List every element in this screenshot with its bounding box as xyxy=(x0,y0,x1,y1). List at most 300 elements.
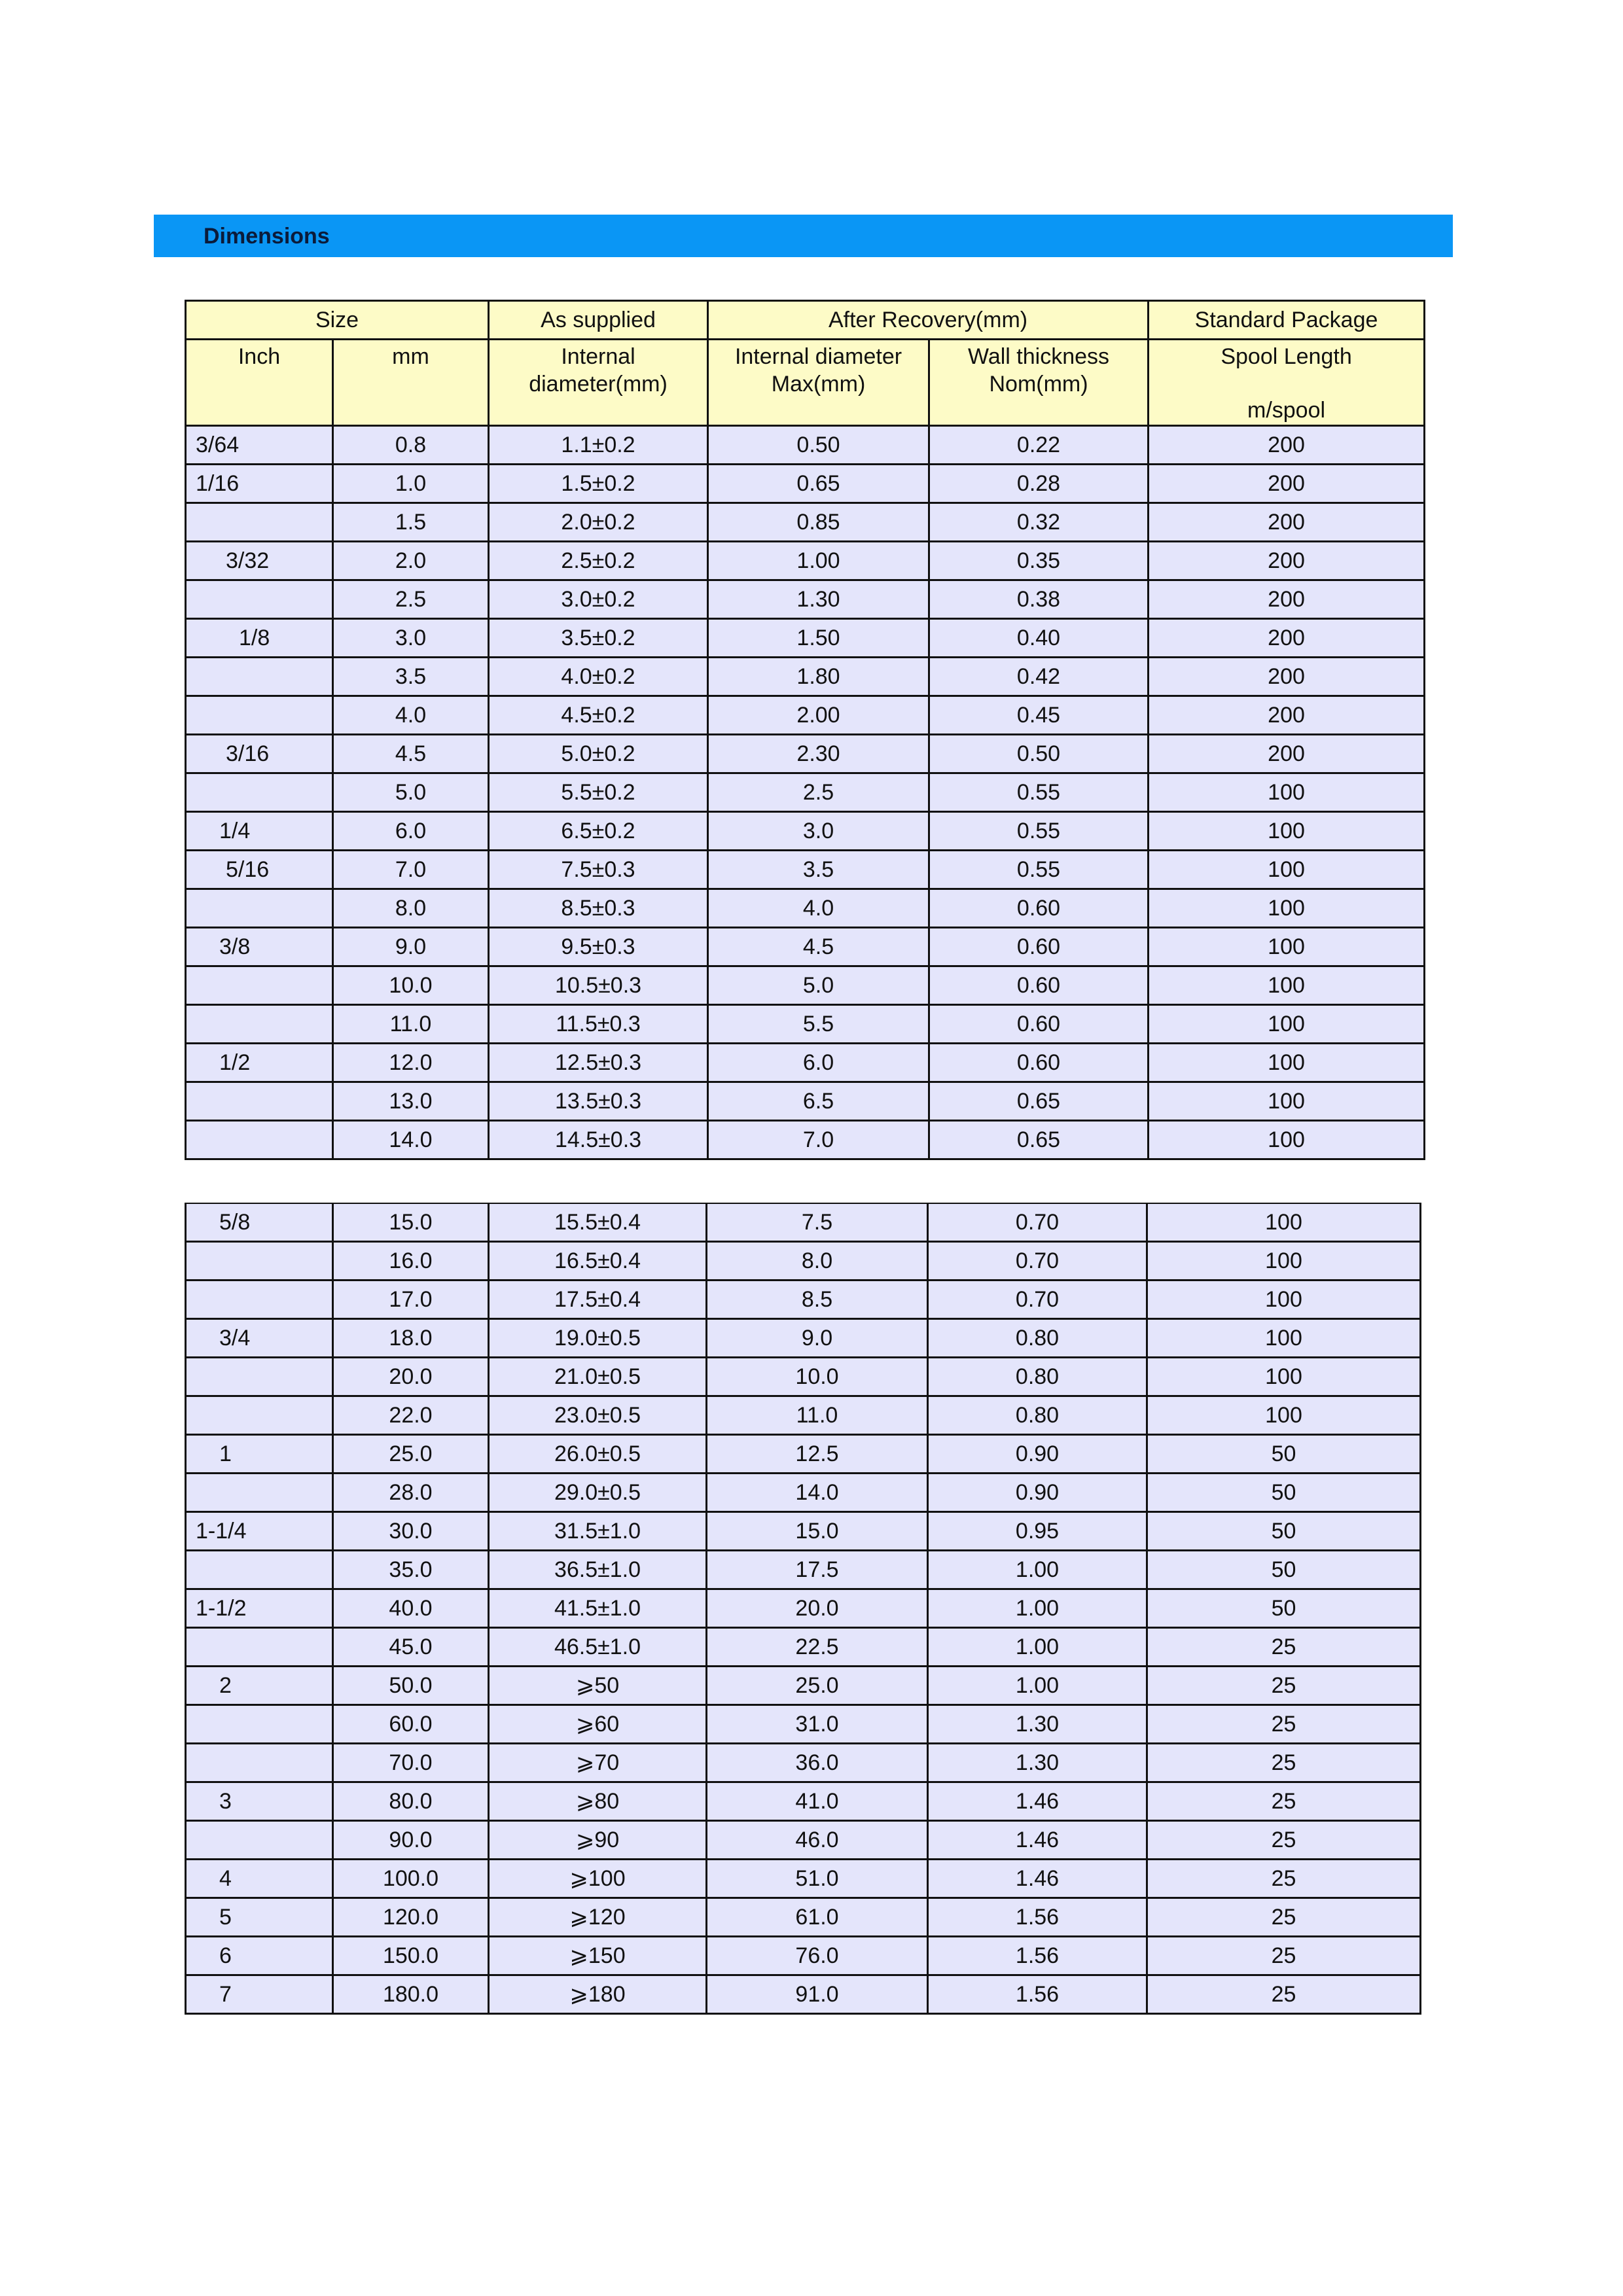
cell-internal-diameter-max: 7.0 xyxy=(708,1121,929,1159)
cell-wall-thickness: 1.30 xyxy=(928,1744,1147,1782)
cell-mm: 7.0 xyxy=(333,851,489,889)
table-row xyxy=(186,1280,1421,1319)
cell-as-supplied: ⩾60 xyxy=(489,1705,707,1744)
cell-wall-thickness: 0.90 xyxy=(928,1435,1147,1474)
cell-mm: 1.0 xyxy=(333,465,489,503)
cell-mm: 100.0 xyxy=(333,1860,489,1898)
cell-internal-diameter-max: 91.0 xyxy=(707,1975,928,2014)
cell-spool-length: 200 xyxy=(1149,735,1425,773)
cell-as-supplied: 19.0±0.5 xyxy=(489,1319,707,1358)
cell-spool-length: 25 xyxy=(1147,1628,1421,1667)
cell-inch: 4 xyxy=(186,1860,333,1898)
header-spool-length xyxy=(1149,340,1425,426)
cell-mm: 22.0 xyxy=(333,1396,489,1435)
cell-inch xyxy=(186,1705,333,1744)
cell-wall-thickness: 0.55 xyxy=(929,773,1149,812)
cell-spool-length: 25 xyxy=(1147,1744,1421,1782)
table-row xyxy=(186,1551,1421,1589)
cell-internal-diameter-max: 2.00 xyxy=(708,696,929,735)
cell-internal-diameter-max: 7.5 xyxy=(707,1203,928,1242)
cell-inch: 7 xyxy=(186,1975,333,2014)
header-ar-internal-diameter xyxy=(708,340,929,426)
cell-inch: 1/4 xyxy=(186,812,333,851)
cell-wall-thickness: 0.60 xyxy=(929,889,1149,928)
table-row xyxy=(186,889,1425,928)
cell-spool-length: 200 xyxy=(1149,696,1425,735)
cell-internal-diameter-max: 3.5 xyxy=(708,851,929,889)
cell-as-supplied: 3.5±0.2 xyxy=(489,619,708,658)
cell-as-supplied: 8.5±0.3 xyxy=(489,889,708,928)
table-row xyxy=(186,1937,1421,1975)
cell-wall-thickness: 0.65 xyxy=(929,1121,1149,1159)
table-row xyxy=(186,658,1425,696)
cell-inch: 1/16 xyxy=(186,465,333,503)
cell-as-supplied: 23.0±0.5 xyxy=(489,1396,707,1435)
cell-spool-length: 100 xyxy=(1147,1242,1421,1280)
cell-mm: 17.0 xyxy=(333,1280,489,1319)
cell-as-supplied: 4.0±0.2 xyxy=(489,658,708,696)
cell-inch xyxy=(186,1628,333,1667)
cell-internal-diameter-max: 36.0 xyxy=(707,1744,928,1782)
cell-as-supplied: 9.5±0.3 xyxy=(489,928,708,966)
header-ar-internal-line2: Max(mm) xyxy=(771,372,866,397)
cell-spool-length: 100 xyxy=(1149,1005,1425,1044)
cell-as-supplied: 2.0±0.2 xyxy=(489,503,708,542)
cell-wall-thickness: 0.22 xyxy=(929,426,1149,465)
cell-mm: 16.0 xyxy=(333,1242,489,1280)
cell-as-supplied: ⩾80 xyxy=(489,1782,707,1821)
cell-internal-diameter-max: 2.30 xyxy=(708,735,929,773)
cell-spool-length: 100 xyxy=(1149,928,1425,966)
cell-wall-thickness: 0.35 xyxy=(929,542,1149,580)
cell-spool-length: 50 xyxy=(1147,1551,1421,1589)
cell-mm: 20.0 xyxy=(333,1358,489,1396)
cell-inch xyxy=(186,696,333,735)
cell-inch: 6 xyxy=(186,1937,333,1975)
cell-inch: 3/16 xyxy=(186,735,333,773)
cell-as-supplied: 12.5±0.3 xyxy=(489,1044,708,1082)
cell-mm: 1.5 xyxy=(333,503,489,542)
cell-wall-thickness: 0.80 xyxy=(928,1319,1147,1358)
cell-mm: 150.0 xyxy=(333,1937,489,1975)
cell-spool-length: 50 xyxy=(1147,1474,1421,1512)
cell-wall-thickness: 0.95 xyxy=(928,1512,1147,1551)
cell-mm: 12.0 xyxy=(333,1044,489,1082)
cell-spool-length: 100 xyxy=(1149,966,1425,1005)
cell-spool-length: 100 xyxy=(1149,773,1425,812)
cell-internal-diameter-max: 6.0 xyxy=(708,1044,929,1082)
header-internal-diameter xyxy=(489,340,708,426)
cell-mm: 4.0 xyxy=(333,696,489,735)
cell-spool-length: 200 xyxy=(1149,465,1425,503)
cell-internal-diameter-max: 6.5 xyxy=(708,1082,929,1121)
cell-wall-thickness: 0.55 xyxy=(929,812,1149,851)
cell-as-supplied: 11.5±0.3 xyxy=(489,1005,708,1044)
cell-internal-diameter-max: 4.0 xyxy=(708,889,929,928)
cell-mm: 50.0 xyxy=(333,1667,489,1705)
cell-wall-thickness: 0.55 xyxy=(929,851,1149,889)
cell-as-supplied: 29.0±0.5 xyxy=(489,1474,707,1512)
table-row xyxy=(186,503,1425,542)
cell-internal-diameter-max: 14.0 xyxy=(707,1474,928,1512)
cell-as-supplied: 1.1±0.2 xyxy=(489,426,708,465)
header-internal-diameter-line2: diameter(mm) xyxy=(529,372,668,397)
cell-internal-diameter-max: 15.0 xyxy=(707,1512,928,1551)
cell-internal-diameter-max: 51.0 xyxy=(707,1860,928,1898)
table-row xyxy=(186,1474,1421,1512)
cell-internal-diameter-max: 5.0 xyxy=(708,966,929,1005)
cell-internal-diameter-max: 76.0 xyxy=(707,1937,928,1975)
header-standard-package: Standard Package xyxy=(1149,301,1425,340)
table-row xyxy=(186,1121,1425,1159)
cell-spool-length: 50 xyxy=(1147,1589,1421,1628)
dimensions-table-part1 xyxy=(185,300,1425,1160)
table-row xyxy=(186,1396,1421,1435)
cell-as-supplied: 36.5±1.0 xyxy=(489,1551,707,1589)
header-wall-line2: Nom(mm) xyxy=(989,372,1088,397)
cell-mm: 35.0 xyxy=(333,1551,489,1589)
cell-internal-diameter-max: 5.5 xyxy=(708,1005,929,1044)
cell-inch: 3 xyxy=(186,1782,333,1821)
cell-inch: 3/8 xyxy=(186,928,333,966)
table-row xyxy=(186,1589,1421,1628)
cell-wall-thickness: 0.40 xyxy=(929,619,1149,658)
cell-wall-thickness: 1.56 xyxy=(928,1937,1147,1975)
cell-spool-length: 200 xyxy=(1149,658,1425,696)
cell-mm: 120.0 xyxy=(333,1898,489,1937)
cell-wall-thickness: 0.50 xyxy=(929,735,1149,773)
cell-wall-thickness: 1.56 xyxy=(928,1898,1147,1937)
cell-wall-thickness: 0.70 xyxy=(928,1203,1147,1242)
cell-mm: 2.5 xyxy=(333,580,489,619)
table-row xyxy=(186,465,1425,503)
cell-mm: 60.0 xyxy=(333,1705,489,1744)
cell-internal-diameter-max: 46.0 xyxy=(707,1821,928,1860)
cell-spool-length: 100 xyxy=(1149,889,1425,928)
cell-spool-length: 25 xyxy=(1147,1782,1421,1821)
cell-as-supplied: ⩾150 xyxy=(489,1937,707,1975)
cell-spool-length: 25 xyxy=(1147,1860,1421,1898)
cell-internal-diameter-max: 1.30 xyxy=(708,580,929,619)
cell-as-supplied: ⩾70 xyxy=(489,1744,707,1782)
cell-inch xyxy=(186,1744,333,1782)
cell-as-supplied: ⩾120 xyxy=(489,1898,707,1937)
cell-as-supplied: 15.5±0.4 xyxy=(489,1203,707,1242)
cell-internal-diameter-max: 9.0 xyxy=(707,1319,928,1358)
table-row xyxy=(186,696,1425,735)
cell-wall-thickness: 1.46 xyxy=(928,1782,1147,1821)
cell-mm: 30.0 xyxy=(333,1512,489,1551)
cell-mm: 8.0 xyxy=(333,889,489,928)
table-row xyxy=(186,619,1425,658)
cell-mm: 80.0 xyxy=(333,1782,489,1821)
cell-mm: 25.0 xyxy=(333,1435,489,1474)
section-banner xyxy=(154,215,1453,257)
cell-internal-diameter-max: 61.0 xyxy=(707,1898,928,1937)
table-row xyxy=(186,1898,1421,1937)
table-row xyxy=(186,1242,1421,1280)
cell-inch xyxy=(186,1821,333,1860)
cell-internal-diameter-max: 0.65 xyxy=(708,465,929,503)
cell-inch xyxy=(186,773,333,812)
cell-wall-thickness: 1.00 xyxy=(928,1667,1147,1705)
cell-inch xyxy=(186,966,333,1005)
cell-mm: 90.0 xyxy=(333,1821,489,1860)
cell-spool-length: 100 xyxy=(1147,1358,1421,1396)
cell-inch xyxy=(186,658,333,696)
cell-wall-thickness: 1.00 xyxy=(928,1551,1147,1589)
cell-inch xyxy=(186,1082,333,1121)
cell-inch: 3/4 xyxy=(186,1319,333,1358)
cell-internal-diameter-max: 2.5 xyxy=(708,773,929,812)
cell-as-supplied: 7.5±0.3 xyxy=(489,851,708,889)
table-row xyxy=(186,1319,1421,1358)
table-row xyxy=(186,1705,1421,1744)
cell-inch: 1-1/2 xyxy=(186,1589,333,1628)
cell-internal-diameter-max: 8.5 xyxy=(707,1280,928,1319)
table-row xyxy=(186,928,1425,966)
cell-as-supplied: 4.5±0.2 xyxy=(489,696,708,735)
header-spool-line2: m/spool xyxy=(1247,398,1326,423)
cell-inch xyxy=(186,1242,333,1280)
header-as-supplied: As supplied xyxy=(489,301,708,340)
cell-internal-diameter-max: 0.85 xyxy=(708,503,929,542)
cell-internal-diameter-max: 1.50 xyxy=(708,619,929,658)
cell-wall-thickness: 1.00 xyxy=(928,1628,1147,1667)
cell-as-supplied: ⩾50 xyxy=(489,1667,707,1705)
cell-spool-length: 200 xyxy=(1149,542,1425,580)
cell-mm: 13.0 xyxy=(333,1082,489,1121)
cell-as-supplied: 31.5±1.0 xyxy=(489,1512,707,1551)
cell-inch: 1-1/4 xyxy=(186,1512,333,1551)
cell-spool-length: 50 xyxy=(1147,1435,1421,1474)
cell-as-supplied: 1.5±0.2 xyxy=(489,465,708,503)
cell-spool-length: 100 xyxy=(1149,1044,1425,1082)
table-row xyxy=(186,1821,1421,1860)
cell-mm: 10.0 xyxy=(333,966,489,1005)
cell-as-supplied: 16.5±0.4 xyxy=(489,1242,707,1280)
cell-wall-thickness: 0.60 xyxy=(929,928,1149,966)
cell-wall-thickness: 0.60 xyxy=(929,1044,1149,1082)
cell-mm: 14.0 xyxy=(333,1121,489,1159)
table-row xyxy=(186,1667,1421,1705)
cell-inch xyxy=(186,1551,333,1589)
cell-as-supplied: ⩾100 xyxy=(489,1860,707,1898)
cell-mm: 40.0 xyxy=(333,1589,489,1628)
table-row xyxy=(186,1203,1421,1242)
cell-internal-diameter-max: 1.00 xyxy=(708,542,929,580)
cell-spool-length: 100 xyxy=(1147,1319,1421,1358)
table-row xyxy=(186,773,1425,812)
cell-inch: 1/8 xyxy=(186,619,333,658)
cell-inch xyxy=(186,889,333,928)
table-row xyxy=(186,1628,1421,1667)
cell-spool-length: 25 xyxy=(1147,1667,1421,1705)
cell-spool-length: 200 xyxy=(1149,619,1425,658)
cell-mm: 28.0 xyxy=(333,1474,489,1512)
cell-mm: 180.0 xyxy=(333,1975,489,2014)
table-row xyxy=(186,1512,1421,1551)
cell-internal-diameter-max: 25.0 xyxy=(707,1667,928,1705)
cell-mm: 11.0 xyxy=(333,1005,489,1044)
table-row xyxy=(186,1860,1421,1898)
cell-as-supplied: 14.5±0.3 xyxy=(489,1121,708,1159)
cell-spool-length: 100 xyxy=(1147,1396,1421,1435)
cell-internal-diameter-max: 10.0 xyxy=(707,1358,928,1396)
cell-as-supplied: 5.5±0.2 xyxy=(489,773,708,812)
cell-as-supplied: 2.5±0.2 xyxy=(489,542,708,580)
table-row xyxy=(186,580,1425,619)
cell-spool-length: 100 xyxy=(1149,851,1425,889)
cell-wall-thickness: 0.80 xyxy=(928,1358,1147,1396)
cell-as-supplied: 26.0±0.5 xyxy=(489,1435,707,1474)
cell-inch: 5/8 xyxy=(186,1203,333,1242)
cell-inch: 2 xyxy=(186,1667,333,1705)
header-wall-line1: Wall thickness xyxy=(968,344,1110,369)
dimensions-table-part2 xyxy=(185,1203,1421,2015)
header-ar-internal-line1: Internal diameter xyxy=(734,344,902,369)
cell-internal-diameter-max: 17.5 xyxy=(707,1551,928,1589)
cell-wall-thickness: 0.70 xyxy=(928,1280,1147,1319)
cell-mm: 70.0 xyxy=(333,1744,489,1782)
cell-mm: 45.0 xyxy=(333,1628,489,1667)
cell-internal-diameter-max: 31.0 xyxy=(707,1705,928,1744)
cell-inch xyxy=(186,1280,333,1319)
cell-internal-diameter-max: 4.5 xyxy=(708,928,929,966)
cell-as-supplied: 5.0±0.2 xyxy=(489,735,708,773)
cell-wall-thickness: 1.00 xyxy=(928,1589,1147,1628)
cell-inch xyxy=(186,503,333,542)
cell-internal-diameter-max: 3.0 xyxy=(708,812,929,851)
cell-internal-diameter-max: 0.50 xyxy=(708,426,929,465)
cell-wall-thickness: 0.60 xyxy=(929,1005,1149,1044)
header-internal-diameter-line1: Internal xyxy=(561,344,635,369)
cell-mm: 3.5 xyxy=(333,658,489,696)
cell-wall-thickness: 0.65 xyxy=(929,1082,1149,1121)
cell-inch: 5/16 xyxy=(186,851,333,889)
table-row xyxy=(186,1744,1421,1782)
cell-inch: 5 xyxy=(186,1898,333,1937)
cell-spool-length: 100 xyxy=(1149,1121,1425,1159)
cell-as-supplied: 6.5±0.2 xyxy=(489,812,708,851)
cell-inch: 3/32 xyxy=(186,542,333,580)
cell-spool-length: 200 xyxy=(1149,580,1425,619)
header-inch: Inch xyxy=(186,340,333,426)
cell-internal-diameter-max: 12.5 xyxy=(707,1435,928,1474)
table-row xyxy=(186,1082,1425,1121)
cell-inch: 3/64 xyxy=(186,426,333,465)
cell-spool-length: 100 xyxy=(1149,1082,1425,1121)
table-row xyxy=(186,966,1425,1005)
cell-wall-thickness: 1.30 xyxy=(928,1705,1147,1744)
table-row xyxy=(186,851,1425,889)
cell-wall-thickness: 0.80 xyxy=(928,1396,1147,1435)
cell-mm: 5.0 xyxy=(333,773,489,812)
cell-wall-thickness: 0.45 xyxy=(929,696,1149,735)
cell-spool-length: 25 xyxy=(1147,1898,1421,1937)
header-wall-thickness xyxy=(929,340,1149,426)
header-spool-line1: Spool Length xyxy=(1221,344,1352,369)
cell-spool-length: 25 xyxy=(1147,1975,1421,2014)
cell-as-supplied: 21.0±0.5 xyxy=(489,1358,707,1396)
cell-internal-diameter-max: 8.0 xyxy=(707,1242,928,1280)
cell-wall-thickness: 0.90 xyxy=(928,1474,1147,1512)
cell-mm: 3.0 xyxy=(333,619,489,658)
cell-spool-length: 100 xyxy=(1147,1203,1421,1242)
table-row xyxy=(186,1044,1425,1082)
table-row xyxy=(186,426,1425,465)
cell-mm: 18.0 xyxy=(333,1319,489,1358)
cell-mm: 0.8 xyxy=(333,426,489,465)
cell-internal-diameter-max: 20.0 xyxy=(707,1589,928,1628)
cell-internal-diameter-max: 41.0 xyxy=(707,1782,928,1821)
cell-wall-thickness: 0.28 xyxy=(929,465,1149,503)
table-row xyxy=(186,812,1425,851)
header-after-recovery: After Recovery(mm) xyxy=(708,301,1149,340)
cell-spool-length: 200 xyxy=(1149,503,1425,542)
cell-spool-length: 50 xyxy=(1147,1512,1421,1551)
cell-mm: 4.5 xyxy=(333,735,489,773)
table-row xyxy=(186,1435,1421,1474)
cell-wall-thickness: 0.38 xyxy=(929,580,1149,619)
cell-as-supplied: 3.0±0.2 xyxy=(489,580,708,619)
cell-wall-thickness: 1.46 xyxy=(928,1821,1147,1860)
cell-mm: 9.0 xyxy=(333,928,489,966)
cell-spool-length: 200 xyxy=(1149,426,1425,465)
cell-wall-thickness: 0.42 xyxy=(929,658,1149,696)
cell-inch xyxy=(186,1474,333,1512)
cell-inch: 1 xyxy=(186,1435,333,1474)
table-row xyxy=(186,735,1425,773)
cell-spool-length: 25 xyxy=(1147,1821,1421,1860)
cell-wall-thickness: 0.60 xyxy=(929,966,1149,1005)
cell-inch xyxy=(186,1358,333,1396)
header-mm: mm xyxy=(333,340,489,426)
cell-inch xyxy=(186,1005,333,1044)
cell-inch xyxy=(186,580,333,619)
cell-wall-thickness: 1.56 xyxy=(928,1975,1147,2014)
cell-mm: 2.0 xyxy=(333,542,489,580)
cell-as-supplied: 10.5±0.3 xyxy=(489,966,708,1005)
cell-wall-thickness: 1.46 xyxy=(928,1860,1147,1898)
cell-as-supplied: ⩾180 xyxy=(489,1975,707,2014)
cell-internal-diameter-max: 22.5 xyxy=(707,1628,928,1667)
cell-as-supplied: ⩾90 xyxy=(489,1821,707,1860)
cell-wall-thickness: 0.32 xyxy=(929,503,1149,542)
cell-spool-length: 25 xyxy=(1147,1705,1421,1744)
table-row xyxy=(186,542,1425,580)
cell-as-supplied: 13.5±0.3 xyxy=(489,1082,708,1121)
cell-mm: 15.0 xyxy=(333,1203,489,1242)
cell-inch xyxy=(186,1396,333,1435)
table-row xyxy=(186,1358,1421,1396)
cell-spool-length: 100 xyxy=(1147,1280,1421,1319)
cell-mm: 6.0 xyxy=(333,812,489,851)
cell-internal-diameter-max: 11.0 xyxy=(707,1396,928,1435)
cell-as-supplied: 41.5±1.0 xyxy=(489,1589,707,1628)
cell-as-supplied: 46.5±1.0 xyxy=(489,1628,707,1667)
table-row xyxy=(186,1975,1421,2014)
cell-internal-diameter-max: 1.80 xyxy=(708,658,929,696)
section-title: Dimensions xyxy=(204,224,330,249)
table-row xyxy=(186,1782,1421,1821)
cell-spool-length: 25 xyxy=(1147,1937,1421,1975)
header-size: Size xyxy=(186,301,489,340)
cell-inch xyxy=(186,1121,333,1159)
cell-inch: 1/2 xyxy=(186,1044,333,1082)
cell-wall-thickness: 0.70 xyxy=(928,1242,1147,1280)
table-row xyxy=(186,1005,1425,1044)
